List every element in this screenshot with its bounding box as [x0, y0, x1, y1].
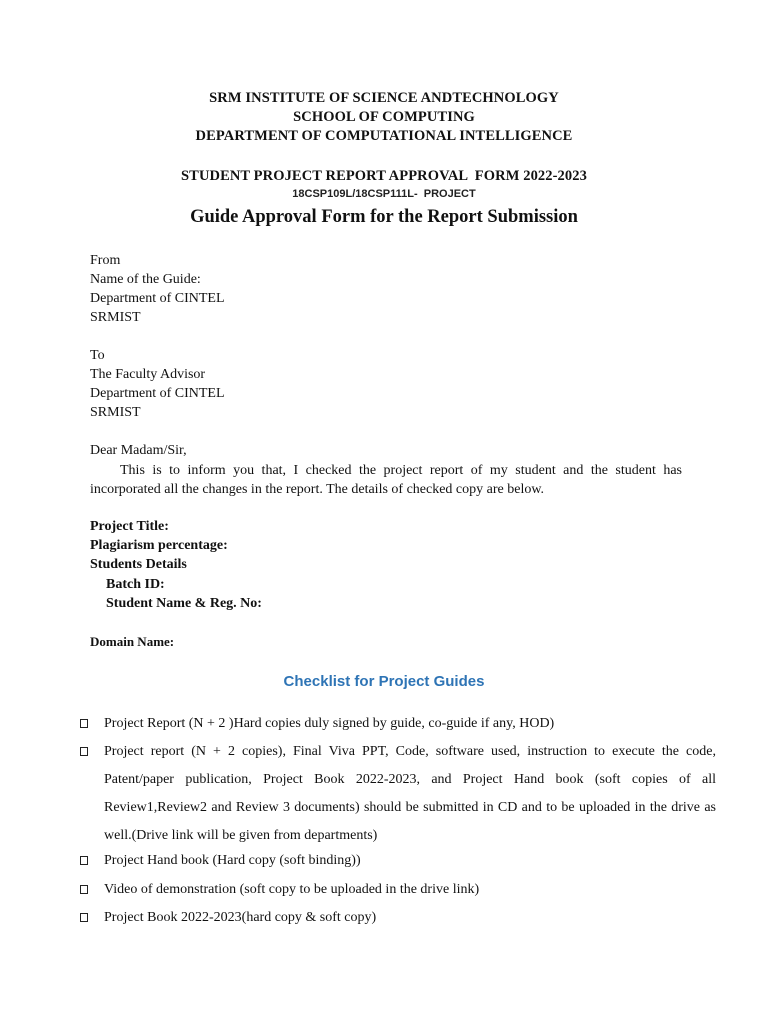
- salutation: Dear Madam/Sir,: [90, 443, 187, 458]
- page-title: Guide Approval Form for the Report Submission: [190, 207, 578, 227]
- to-recipient: The Faculty Advisor: [90, 367, 206, 382]
- institute-name: SRM INSTITUTE OF SCIENCE ANDTECHNOLOGY: [209, 90, 559, 106]
- form-name: STUDENT PROJECT REPORT APPROVAL FORM 2022-2023: [181, 168, 587, 184]
- checklist-item-text: Video of demonstration (soft copy to be uploaded in the drive link): [104, 882, 480, 897]
- to-institution: SRMIST: [90, 405, 141, 420]
- batch-id-field: Batch ID:: [106, 577, 165, 592]
- to-department: Department of CINTEL: [90, 386, 225, 401]
- checklist-item: [80, 904, 716, 932]
- student-name-reg-field: Student Name & Reg. No:: [106, 596, 262, 611]
- checkbox-icon[interactable]: [80, 856, 88, 865]
- department-name: DEPARTMENT OF COMPUTATIONAL INTELLIGENCE: [195, 128, 573, 144]
- checklist-item: [80, 738, 716, 850]
- from-label: From: [90, 253, 121, 268]
- checkbox-icon[interactable]: [80, 719, 88, 728]
- checklist-item-text: Project Hand book (Hard copy (soft binding)): [104, 853, 361, 868]
- checklist-item: [80, 710, 716, 738]
- checkbox-icon[interactable]: [80, 913, 88, 922]
- checklist-item-text: Project Report (N + 2 )Hard copies duly signed by guide, co-guide if any, HOD): [104, 716, 555, 731]
- project-title-field: Project Title:: [90, 519, 169, 534]
- from-department: Department of CINTEL: [90, 291, 225, 306]
- from-institution: SRMIST: [90, 310, 141, 325]
- checklist-title: Checklist for Project Guides: [283, 673, 485, 690]
- domain-name-field: Domain Name:: [90, 634, 175, 649]
- guide-name-line: Name of the Guide:: [90, 272, 201, 287]
- checkbox-icon[interactable]: [80, 885, 88, 894]
- checklist-item: [80, 876, 716, 904]
- students-details-heading: Students Details: [90, 557, 187, 572]
- plagiarism-field: Plagiarism percentage:: [90, 538, 228, 553]
- letter-body: This is to inform you that, I checked the project report of my student and the student has incorporated all the changes in the report. The details of checked copy are below.: [90, 463, 682, 497]
- to-label: To: [90, 348, 105, 363]
- checkbox-icon[interactable]: [80, 747, 88, 756]
- checklist-item-text: Project report (N + 2 copies), Final Viva PPT, Code, software used, instruction to execute the code, Patent/paper publication, Project Book 2022-2023, and Project Hand book (soft copies of all Review1,Review2 and Review 3 documents) should be submitted in CD and to be uploaded in the drive as well.(Drive link will be given from departments): [104, 744, 716, 843]
- checklist-item-text: Project Book 2022-2023(hard copy & soft copy): [104, 910, 377, 925]
- school-name: SCHOOL OF COMPUTING: [293, 109, 475, 125]
- checklist-item: [80, 847, 716, 875]
- course-code: 18CSP109L/18CSP111L- PROJECT: [292, 188, 476, 200]
